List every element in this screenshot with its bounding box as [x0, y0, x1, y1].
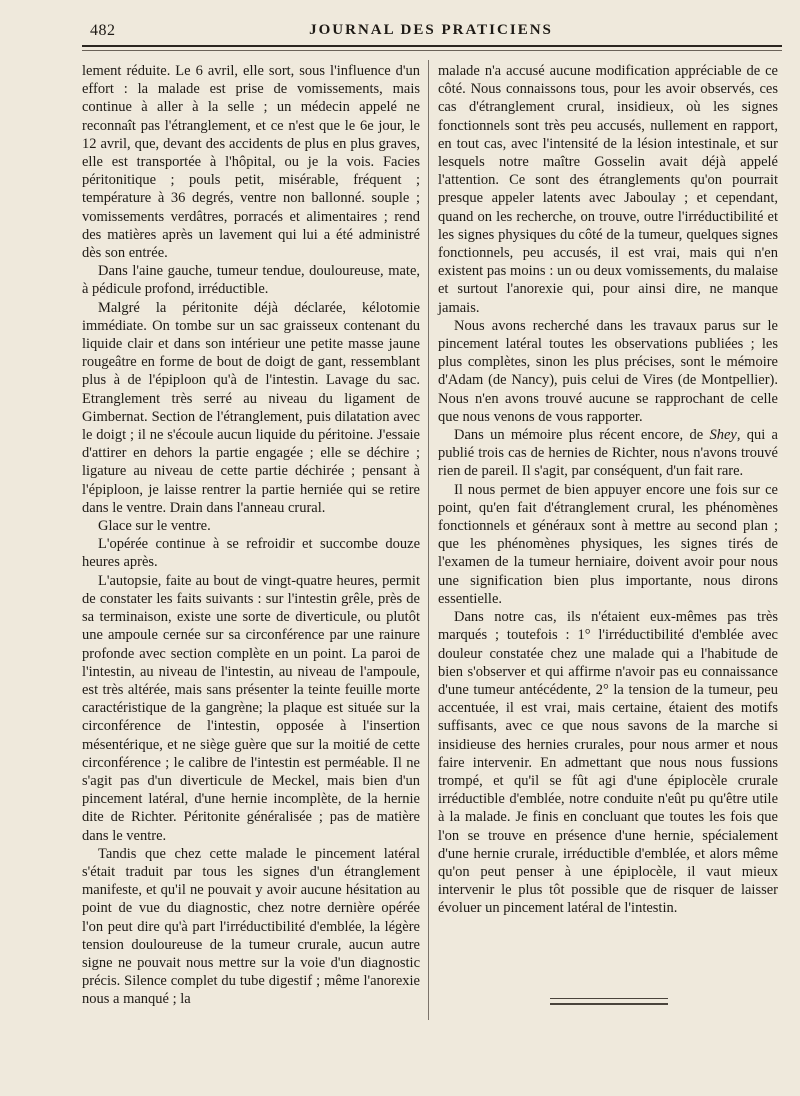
paragraph: Malgré la péritonite déjà déclarée, kélotomie immédiate. On tombe sur un sac graisseux contenant du liquide clair et dans son intérieur une petite masse jaune rougeâtre en forme de bout de doigt de gant, ressemblant plus à de l'épiploon qu'à de l'intestin. Lavage du sac. Etranglement très serré au niveau du ligament de Gimbernat. Section de l'étranglement, puis dilatation avec le doigt ; il ne s'écoule aucun liquide du péritoine. J'essaie d'attirer en dehors la partie engagée ; elle se déchire ; ligature au niveau de cette partie déchirée ; pensant à l'épiploon, je laisse rentrer la partie herniée qui se retire dans le ventre. Drain dans l'anneau crural.: [82, 299, 420, 516]
header-rule-thin: [82, 50, 782, 51]
text-run: Dans un mémoire plus récent encore, de: [454, 427, 710, 444]
paragraph: L'autopsie, faite au bout de vingt-quatre heures, permit de constater les faits suivants : sur l'intestin grêle, près de sa terminaison, existe une sorte de diverticule, ou plutôt une ampoule cernée sur sa circonférence par une rainure profonde avec section complète en un point. La paroi de l'intestin, au niveau de l'intestin, au niveau de l'ampoule, est très altérée, mais sans présenter la teinte feuille morte caractéristique de la gangrène; la plaque est située sur la circonférence de l'intestin, opposée à l'insertion mésentérique, et ne siège guère que sur la moitié de cette circonférence ; le calibre de l'intestin est perméable. Il ne s'agit pas d'un diverticule de Meckel, mais bien d'un pincement latéral, d'une hernie incomplète, de la hernie dite de Richter. Péritonite généralisée ; pas de matière dans le ventre.: [82, 572, 420, 844]
paragraph: lement réduite. Le 6 avril, elle sort, sous l'influence d'un effort : la malade est prise de vomissements, mais continue à aller à la selle ; un médecin appelé ne reconnaît pas l'étranglement, et ce n'est que le 6e jour, le 12 avril, que, devant des accidents de plus en plus graves, elle est transportée à l'hôpital, ou je la vois. Facies péritonitique ; pouls petit, misérable, fréquent ; température à 36 degrés, ventre non ballonné. souple ; vomissements verdâtres, porracés et alimentaires ; rend des matières après un lavement qui lui a été administré dès son entrée.: [82, 63, 420, 262]
paragraph: Nous avons recherché dans les travaux parus sur le pincement latéral toutes les observations publiées ; les plus complètes, sinon les plus précises, sont le mémoire d'Adam (de Nancy), puis celui de Vires (de Montpellier). Nous n'en avons trouvé aucune se rapprochant de celle que nous venons de vous rapporter.: [438, 317, 778, 425]
end-of-article-rule: [550, 998, 668, 1005]
paragraph: malade n'a accusé aucune modification appréciable de ce côté. Nous connaissons tous, pour les avoir observés, ces cas d'étranglement crural, insidieux, où les signes fonctionnels sont très peu accusés, nullement en rapport, en tout cas, avec l'intensité de la lésion intestinale, et sur lesquels notre maître Gosselin avait déjà appelé l'attention. Ce sont des étranglements qu'on pourrait presque appeler latents avec Jaboulay ; et cependant, quand on les recherche, on trouve, outre l'irréductibilité et les signes physiques du côté de la tumeur, quelques signes fonctionnels, peu accusés, il est vrai, mais qui n'en existent pas moins : un ou deux vomissements, du malaise et surtout l'anorexie qui, pour ainsi dire, ne manque jamais.: [438, 63, 778, 316]
paragraph: L'opérée continue à se refroidir et succombe douze heures après.: [82, 536, 420, 571]
page-number: 482: [90, 22, 116, 39]
running-title: JOURNAL DES PRATICIENS: [309, 22, 553, 38]
paragraph: Tandis que chez cette malade le pincement latéral s'était traduit par tous les signes d'un étranglement manifeste, et qu'il ne pouvait y avoir aucune hésitation au point de vue du diagnostic, chez notre dernière opérée l'on peut dire qu'à part l'irréductibilité d'emblée, la légère tension douloureuse de la tumeur crurale, aucun autre signe ne pouvait nous mettre sur la voie d'un diagnostic précis. Silence complet du tube digestif ; même l'anorexie nous a manqué ; la: [82, 845, 420, 1008]
author-name: Shey: [709, 427, 737, 444]
page-header: [80, 20, 782, 46]
left-column: [82, 62, 420, 1009]
column-divider: [428, 60, 429, 1020]
paragraph: [438, 426, 778, 481]
paragraph: Dans notre cas, ils n'étaient eux-mêmes pas très marqués ; toutefois : 1° l'irréductibilité d'emblée avec douleur constatée chez une malade qui a l'habitude de bien s'observer et qui affirme n'avoir pas eu connaissance d'une tumeur antécédente, 2° la tension de la tumeur, peu accentuée, il est vrai, mais certaine, étaient des motifs suffisants, avec ce que nous savons de la marche si insidieuse des hernies crurales, pour nous armer et nous faire intervenir. En admettant que nous nous fussions trompé, et qu'il se fût agi d'une épiplocèle crurale irréductible d'emblée, notre conduite n'eût pu qu'être utile à la malade. Je finis en concluant que toutes les fois que l'on se trouve en présence d'une hernie, spécialement d'une hernie crurale, irréductible d'emblée, et alors même qu'on peut penser à une épiplocèle, il vaut mieux intervenir le plus tôt possible que de risquer de laisser évoluer un pincement latéral de l'intestin.: [438, 609, 778, 917]
right-column: [438, 62, 778, 918]
header-rule: [82, 45, 782, 47]
paragraph: Dans l'aine gauche, tumeur tendue, douloureuse, mate, à pédicule profond, irréductible.: [82, 263, 420, 298]
paragraph: Il nous permet de bien appuyer encore une fois sur ce point, qu'en fait d'étranglement crural, les phénomènes fonctionnels et généraux sont à mettre au second plan ; que les phénomènes physiques, les signes tirés de l'examen de la tumeur herniaire, doivent avoir pour nous une signification bien plus importante, nous dirons essentielle.: [438, 481, 778, 607]
paragraph: Glace sur le ventre.: [98, 518, 211, 535]
text-run: , qui a publié trois cas de hernies de Richter, nous n'avons trouvé rien de pareil. Il s'agit, par conséquent, d'un fait rare.: [438, 427, 778, 480]
